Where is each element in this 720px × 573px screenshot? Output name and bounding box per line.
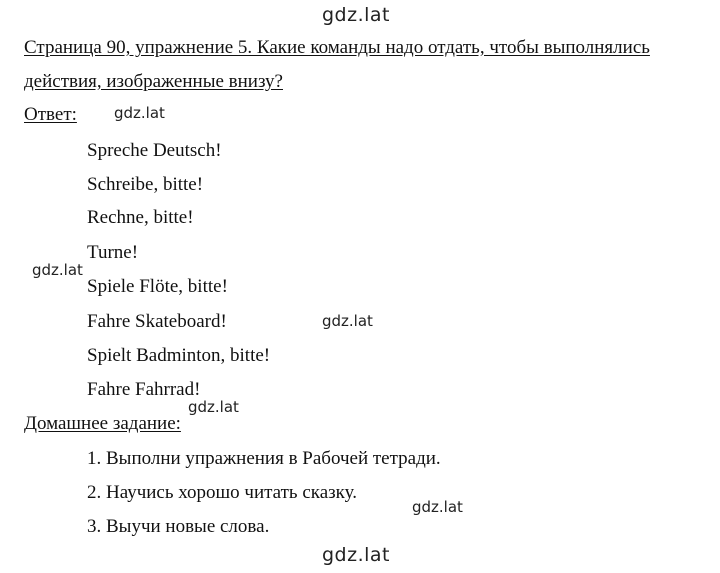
watermark-left: gdz.lat [32, 261, 83, 279]
answer-item: Fahre Fahrrad! [87, 379, 201, 400]
homework-item: 1. Выполни упражнения в Рабочей тетради. [87, 448, 441, 469]
watermark-homework: gdz.lat [188, 398, 239, 416]
answer-item: Schreibe, bitte! [87, 174, 204, 195]
answer-item: Turne! [87, 242, 139, 263]
answer-label: Ответ: [24, 104, 77, 125]
homework-label: Домашнее задание: [24, 413, 181, 434]
exercise-title-line2: действия, изображенные внизу? [24, 71, 283, 92]
homework-item: 2. Научись хорошо читать сказку. [87, 482, 357, 503]
answer-item: Spielt Badminton, bitte! [87, 345, 271, 366]
watermark-mid: gdz.lat [322, 312, 373, 330]
watermark-bottom: gdz.lat [322, 544, 391, 566]
exercise-title-line1: Страница 90, упражнение 5. Какие команды надо отдать, чтобы выполнялись [24, 37, 650, 58]
watermark-top: gdz.lat [322, 4, 391, 26]
homework-item: 3. Выучи новые слова. [87, 516, 270, 537]
answer-item: Spiele Flöte, bitte! [87, 276, 228, 297]
answer-item: Rechne, bitte! [87, 207, 194, 228]
answer-item: Fahre Skateboard! [87, 311, 227, 332]
watermark-answer: gdz.lat [114, 104, 165, 122]
watermark-right: gdz.lat [412, 498, 463, 516]
answer-item: Spreche Deutsch! [87, 140, 222, 161]
